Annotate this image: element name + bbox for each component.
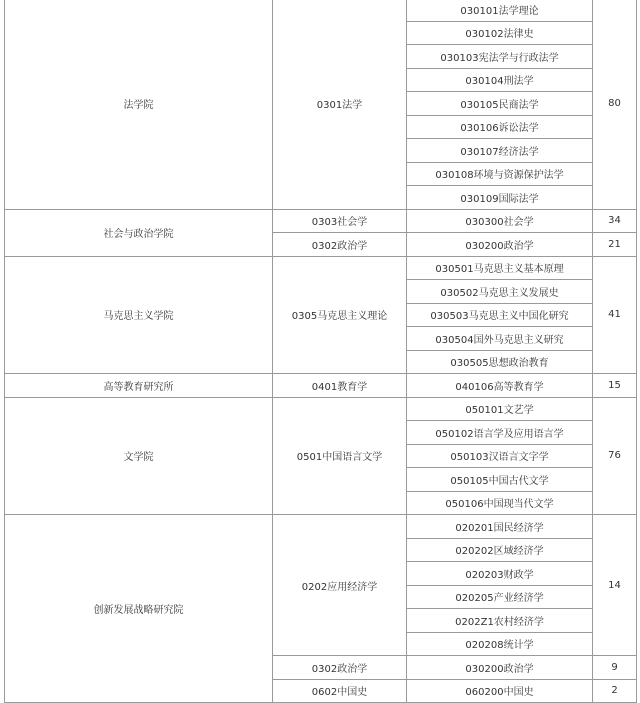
major-cell: 060200中国史 (407, 679, 593, 703)
college-cell: 文学院 (5, 397, 273, 515)
major-cell: 030106诉讼法学 (407, 115, 593, 139)
major-cell: 030503马克思主义中国化研究 (407, 303, 593, 327)
table-row (5, 397, 637, 421)
college-cell: 创新发展战略研究院 (5, 515, 273, 703)
count-cell: 34 (593, 209, 637, 233)
count-cell: 80 (593, 0, 637, 209)
major-cell: 030200政治学 (407, 656, 593, 680)
enrollment-table (4, 0, 637, 703)
count-cell: 14 (593, 515, 637, 656)
major-cell: 030501马克思主义基本原理 (407, 256, 593, 280)
major-cell: 020203财政学 (407, 562, 593, 586)
major-cell: 030105民商法学 (407, 92, 593, 116)
category-cell: 0303社会学 (273, 209, 407, 233)
major-cell: 040106高等教育学 (407, 374, 593, 398)
table-row (5, 0, 637, 21)
category-cell: 0301法学 (273, 0, 407, 209)
major-cell: 030104刑法学 (407, 68, 593, 92)
major-cell: 020202区域经济学 (407, 538, 593, 562)
major-cell: 030505思想政治教育 (407, 350, 593, 374)
category-cell: 0602中国史 (273, 679, 407, 703)
major-cell: 030504国外马克思主义研究 (407, 327, 593, 351)
major-cell: 030108环境与资源保护法学 (407, 162, 593, 186)
major-cell: 050101文艺学 (407, 397, 593, 421)
major-cell: 050103汉语言文字学 (407, 444, 593, 468)
category-cell: 0302政治学 (273, 656, 407, 680)
table-body (5, 0, 637, 703)
count-cell: 2 (593, 679, 637, 703)
count-cell: 21 (593, 233, 637, 257)
table-row (5, 515, 637, 539)
major-cell: 030200政治学 (407, 233, 593, 257)
major-cell: 0202Z1农村经济学 (407, 609, 593, 633)
category-cell: 0305马克思主义理论 (273, 256, 407, 374)
major-cell: 030103宪法学与行政法学 (407, 45, 593, 69)
major-cell: 030102法律史 (407, 21, 593, 45)
major-cell: 030107经济法学 (407, 139, 593, 163)
major-cell: 030300社会学 (407, 209, 593, 233)
major-cell: 050105中国古代文学 (407, 468, 593, 492)
college-cell: 法学院 (5, 0, 273, 209)
category-cell: 0401教育学 (273, 374, 407, 398)
table-row (5, 209, 637, 233)
college-cell: 社会与政治学院 (5, 209, 273, 256)
college-cell: 马克思主义学院 (5, 256, 273, 374)
major-cell: 030109国际法学 (407, 186, 593, 210)
major-cell: 050106中国现当代文学 (407, 491, 593, 515)
category-cell: 0302政治学 (273, 233, 407, 257)
table-row (5, 374, 637, 398)
major-cell: 020205产业经济学 (407, 585, 593, 609)
table-row (5, 256, 637, 280)
college-cell: 高等教育研究所 (5, 374, 273, 398)
category-cell: 0202应用经济学 (273, 515, 407, 656)
major-cell: 030502马克思主义发展史 (407, 280, 593, 304)
count-cell: 9 (593, 656, 637, 680)
count-cell: 15 (593, 374, 637, 398)
count-cell: 41 (593, 256, 637, 374)
major-cell: 030101法学理论 (407, 0, 593, 21)
major-cell: 050102语言学及应用语言学 (407, 421, 593, 445)
category-cell: 0501中国语言文学 (273, 397, 407, 515)
major-cell: 020201国民经济学 (407, 515, 593, 539)
count-cell: 76 (593, 397, 637, 515)
major-cell: 020208统计学 (407, 632, 593, 656)
